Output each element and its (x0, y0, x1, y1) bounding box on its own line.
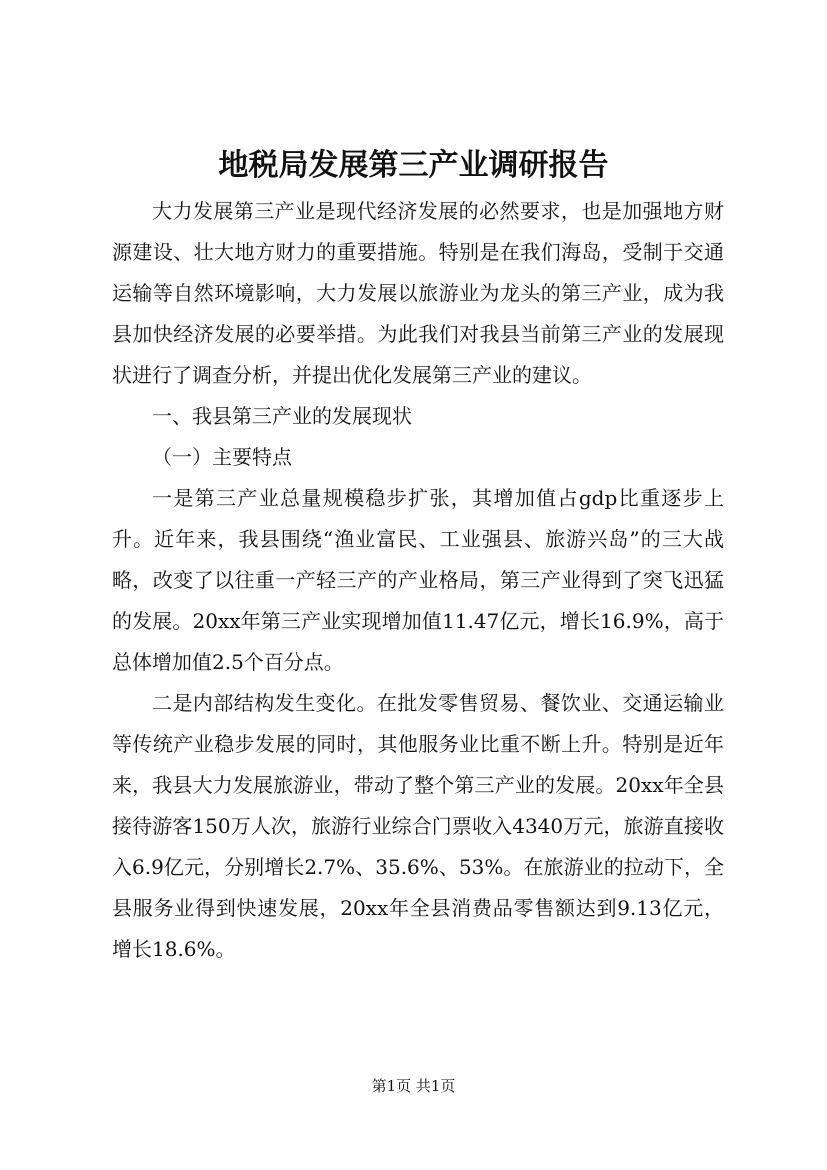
paragraph-point-two: 二是内部结构发生变化。在批发零售贸易、餐饮业、交通运输业等传统产业稳步发展的同时，其他服务业比重不断上升。特别是近年来，我县大力发展旅游业，带动了整个第三产业的发展。20xx年全县接待游客150万人次，旅游行业综合门票收入4340万元，旅游直接收入6.9亿元，分别增长2.7%、35.6%、53%。在旅游业的拉动下，全县服务业得到快速发展，20xx年全县消费品零售额达到9.13亿元，增长18.6%。 (112, 691, 724, 961)
paragraph-point-one: 一是第三产业总量规模稳步扩张，其增加值占gdp比重逐步上升。近年来，我县围绕“渔业富民、工业强县、旅游兴岛”的三大战略，改变了以往重一产轻三产的产业格局，第三产业得到了突飞迅猛的发展。20xx年第三产业实现增加值11.47亿元，增长16.9%，高于总体增加值2.5个百分点。 (112, 486, 724, 674)
paragraph-intro: 大力发展第三产业是现代经济发展的必然要求，也是加强地方财源建设、壮大地方财力的重要措施。特别是在我们海岛，受制于交通运输等自然环境影响，大力发展以旅游业为龙头的第三产业，成为我县加快经济发展的必要举措。为此我们对我县当前第三产业的发展现状进行了调查分析，并提出优化发展第三产业的建议。 (112, 199, 724, 387)
document-title: 地税局发展第三产业调研报告 (218, 148, 609, 183)
section-heading: 一、我县第三产业的发展现状 (152, 404, 412, 428)
page-footer: 第1页 共1页 (371, 1077, 456, 1095)
document-body (112, 191, 724, 970)
subsection-heading: （一）主要特点 (152, 445, 292, 469)
